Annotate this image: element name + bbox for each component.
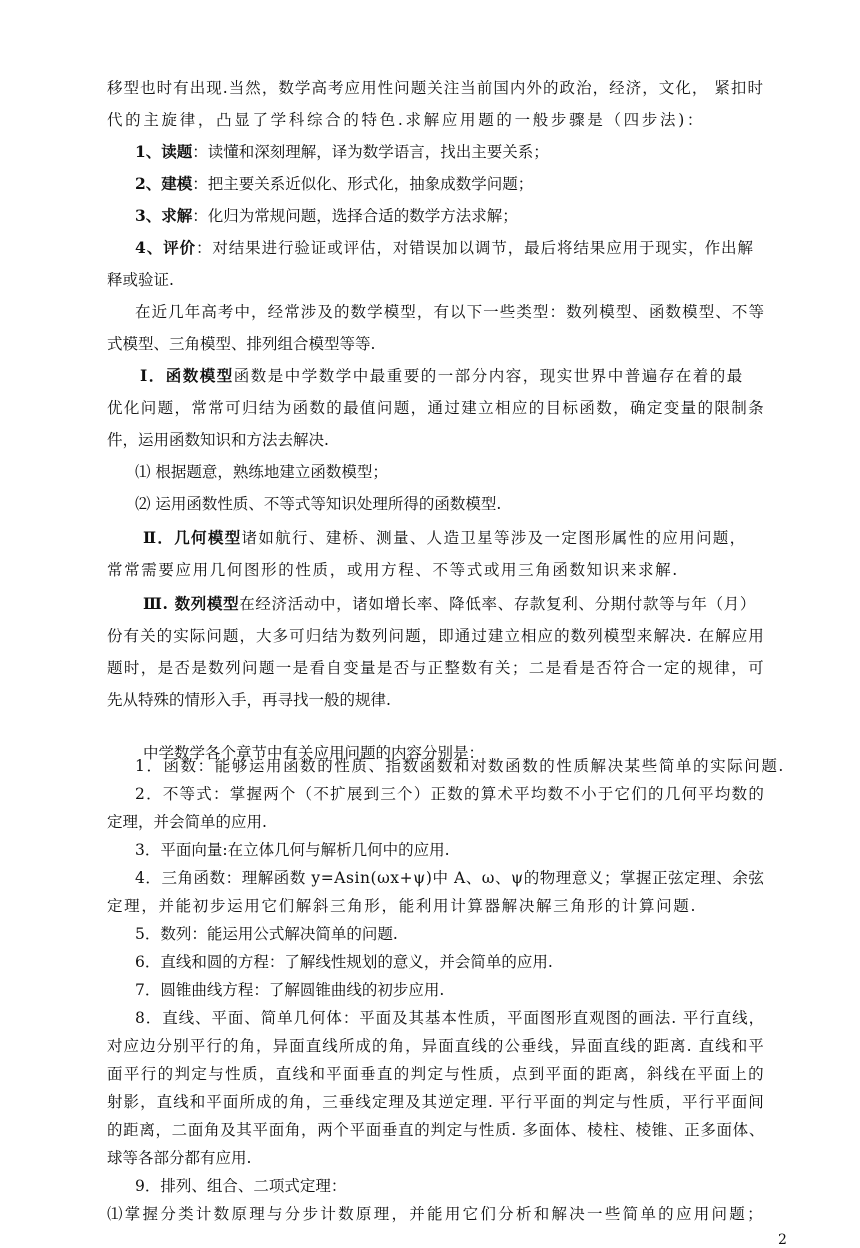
chapter-line: 5．数列：能运用公式解决简单的问题. bbox=[135, 925, 398, 943]
page-number: 2 bbox=[778, 1232, 787, 1248]
intro-line-2: 代的主旋律，凸显了学科综合的特色.求解应用题的一般步骤是（四步法)： bbox=[107, 111, 706, 129]
chapter-line: ⑴掌握分类计数原理与分步计数原理，并能用它们分析和解决一些简单的应用问题； bbox=[107, 1205, 765, 1223]
intro-line-1: 移型也时有出现.当然，数学高考应用性问题关注当前国内外的政治，经济，文化， 紧扣时 bbox=[107, 79, 764, 97]
geometry-model-heading: Ⅱ．几何模型诸如航行、建桥、测量、人造卫星等涉及一定图形属性的应用问题， bbox=[143, 528, 747, 547]
chapter-line: 2．不等式：掌握两个（不扩展到三个）正数的算术平均数不小于它们的几何平均数的 bbox=[135, 785, 766, 803]
chapter-line: 定理，并能初步运用它们解斜三角形，能利用计算器解决解三角形的计算问题. bbox=[107, 897, 698, 915]
function-model-item-1: ⑴ 根据题意，熟练地建立函数模型； bbox=[135, 463, 388, 481]
function-model-heading: Ⅰ．函数模型函数是中学数学中最重要的一部分内容，现实世界中普遍存在着的最 bbox=[140, 366, 744, 385]
chapter-line: 9．排列、组合、二项式定理： bbox=[135, 1177, 347, 1195]
models-intro-line-1: 在近几年高考中，经常涉及的数学模型，有以下一些类型：数列模型、函数模型、不等 bbox=[135, 303, 766, 321]
geometry-model-line-2: 常常需要应用几何图形的性质，或用方程、不等式或用三角函数知识来求解. bbox=[107, 561, 679, 579]
chapter-line: 3．平面向量:在立体几何与解析几何中的应用. bbox=[135, 841, 450, 859]
chapter-line: 球等各部分都有应用. bbox=[107, 1149, 252, 1167]
sequence-model-line-4: 先从特殊的情形入手，再寻找一般的规律. bbox=[107, 691, 391, 709]
chapter-line: 8．直线、平面、简单几何体：平面及其基本性质，平面图形直观图的画法. 平行直线， bbox=[135, 1009, 766, 1027]
sequence-model-line-3: 题时，是否是数列问题一是看自变量是否与正整数有关；二是看是否符合一定的规律，可 bbox=[107, 659, 765, 677]
chapters-intro: 中学数学各个章节中有关应用问题的内容分别是： bbox=[143, 744, 485, 762]
chapter-line: 对应边分别平行的角，异面直线所成的角，异面直线的公垂线，异面直线的距离. 直线和平 bbox=[107, 1037, 765, 1055]
step-evaluate-cont: 释或验证. bbox=[107, 271, 174, 289]
chapter-line: 6．直线和圆的方程：了解线性规划的意义，并会简单的应用. bbox=[135, 953, 553, 971]
chapter-line: 定理，并会简单的应用. bbox=[107, 813, 267, 831]
chapter-line: 7．圆锥曲线方程：了解圆锥曲线的初步应用. bbox=[135, 981, 445, 999]
chapter-line: 4．三角函数：理解函数 y=Asin(ωx+ψ)中 A、ω、ψ的物理意义；掌握正弦定理、余弦 bbox=[135, 869, 765, 887]
sequence-model-heading: Ⅲ. 数列模型在经济活动中，诸如增长率、降低率、存款复利、分期付款等与年（月） bbox=[143, 594, 757, 613]
function-model-line-3: 件，运用函数知识和方法去解决. bbox=[107, 431, 329, 449]
step-solve: 3、求解：化归为常规问题，选择合适的数学方法求解； bbox=[135, 206, 518, 225]
chapter-line: 面平行的判定与性质，直线和平面垂直的判定与性质，点到平面的距离，斜线在平面上的 bbox=[107, 1065, 765, 1083]
chapter-line: 的距离，二面角及其平面角，两个平面垂直的判定与性质. 多面体、棱柱、棱锥、正多面体、 bbox=[107, 1121, 765, 1139]
models-intro-line-2: 式模型、三角模型、排列组合模型等等. bbox=[107, 335, 376, 353]
step-model: 2、建模：把主要关系近似化、形式化，抽象成数学问题； bbox=[135, 174, 534, 193]
sequence-model-line-2: 份有关的实际问题，大多可归结为数列问题，即通过建立相应的数列模型来解决. 在解应用 bbox=[107, 627, 765, 645]
function-model-line-2: 优化问题，常常可归结为函数的最值问题，通过建立相应的目标函数，确定变量的限制条 bbox=[107, 399, 765, 417]
function-model-item-2: ⑵ 运用函数性质、不等式等知识处理所得的函数模型. bbox=[135, 495, 502, 513]
chapter-line: 1．函数：能够运用函数的性质、指数函数和对数函数的性质解决某些简单的实际问题. bbox=[135, 757, 785, 775]
step-read: 1、读题：读懂和深刻理解，译为数学语言，找出主要关系； bbox=[135, 142, 549, 161]
step-evaluate: 4、评价：对结果进行验证或评估，对错误加以调节，最后将结果应用于现实，作出解 bbox=[135, 238, 754, 257]
chapter-line: 射影，直线和平面所成的角，三垂线定理及其逆定理. 平行平面的判定与性质，平行平面间 bbox=[107, 1093, 765, 1111]
